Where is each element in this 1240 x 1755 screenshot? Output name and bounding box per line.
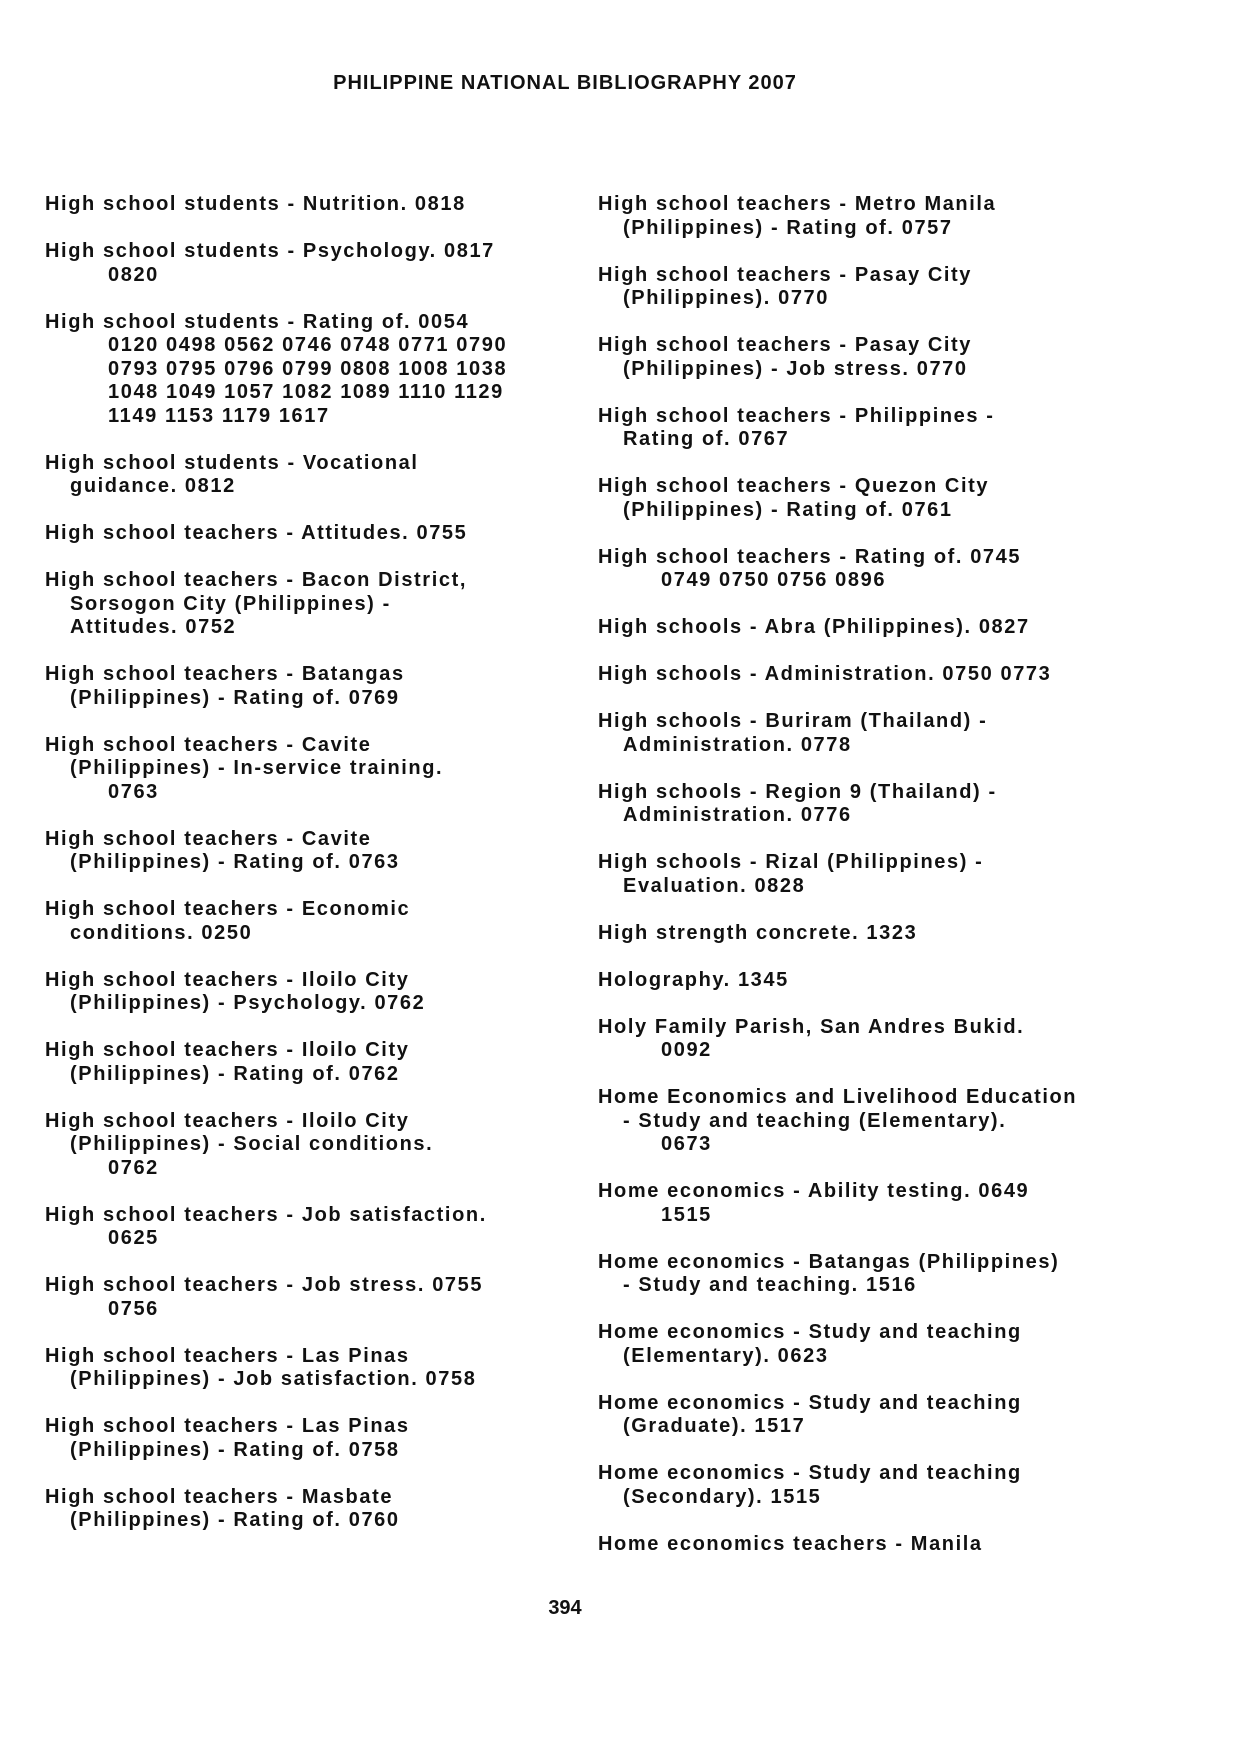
entry-continuation-line: 0756 — [108, 1297, 159, 1320]
entry-continuation-line: 0762 — [108, 1156, 159, 1179]
index-entry — [45, 1110, 565, 1181]
entry-heading-line: High schools - Administration. 0750 0773 — [598, 663, 1052, 685]
index-entry — [598, 1251, 1138, 1298]
page-number: 394 — [548, 1597, 582, 1619]
index-entry — [45, 1039, 565, 1086]
index-entry — [45, 828, 565, 875]
entry-heading-line: High school teachers - Iloilo City — [45, 1039, 410, 1061]
index-entry — [598, 1462, 1138, 1509]
index-entry — [45, 522, 565, 546]
index-column-left — [45, 193, 565, 1556]
index-entry — [45, 1415, 565, 1462]
entry-heading-line: Home economics teachers - Manila — [598, 1532, 983, 1555]
entry-continuation-line: Rating of. 0767 — [623, 428, 790, 450]
entry-heading-line: High school teachers - Batangas — [45, 663, 405, 685]
entry-continuation-line: 1149 1153 1179 1617 — [108, 404, 330, 427]
entry-continuation-line: (Philippines) - Rating of. 0761 — [623, 498, 953, 521]
entry-heading-line: High school teachers - Las Pinas — [45, 1415, 410, 1437]
entry-continuation-line: Sorsogon City (Philippines) - — [70, 592, 391, 615]
entry-continuation-line: - Study and teaching. 1516 — [623, 1274, 917, 1296]
entry-continuation-line: Attitudes. 0752 — [70, 616, 237, 638]
index-entry — [45, 452, 565, 499]
entry-continuation-line: (Philippines) - Psychology. 0762 — [70, 992, 426, 1014]
entry-continuation-line: 0763 — [108, 780, 159, 803]
entry-continuation-line: Administration. 0776 — [623, 804, 852, 826]
entry-continuation-line: 1515 — [661, 1203, 712, 1226]
entry-continuation-line: (Elementary). 0623 — [623, 1344, 829, 1367]
entry-continuation-line: (Philippines) - Rating of. 0763 — [70, 851, 400, 873]
entry-heading-line: High school students - Vocational — [45, 451, 419, 474]
index-entry — [45, 193, 565, 217]
entry-heading-line: High school students - Nutrition. 0818 — [45, 193, 466, 215]
index-entry — [598, 475, 1138, 522]
page-title: PHILIPPINE NATIONAL BIBLIOGRAPHY 2007 — [333, 72, 797, 94]
entry-heading-line: High schools - Region 9 (Thailand) - — [598, 780, 997, 803]
entry-continuation-line: (Philippines) - Rating of. 0758 — [70, 1438, 400, 1461]
entry-heading-line: High school teachers - Cavite — [45, 733, 372, 756]
index-entry — [598, 969, 1138, 993]
entry-heading-line: Home economics - Batangas (Philippines) — [598, 1250, 1060, 1273]
entry-continuation-line: Administration. 0778 — [623, 733, 852, 756]
entry-continuation-line: 0673 — [661, 1133, 712, 1155]
index-entry — [598, 264, 1138, 311]
entry-heading-line: High school teachers - Iloilo City — [45, 1109, 410, 1132]
entry-heading-line: High school teachers - Cavite — [45, 827, 372, 850]
index-entry — [598, 1392, 1138, 1439]
entry-heading-line: High school teachers - Bacon District, — [45, 569, 467, 591]
entry-continuation-line: (Graduate). 1517 — [623, 1415, 806, 1437]
entry-continuation-line: Evaluation. 0828 — [623, 874, 806, 897]
index-entry — [598, 1533, 1138, 1557]
index-entry — [598, 616, 1138, 640]
entry-heading-line: High school students - Rating of. 0054 — [45, 310, 470, 333]
index-entry — [45, 734, 565, 805]
index-entry — [598, 546, 1138, 593]
entry-continuation-line: 0749 0750 0756 0896 — [661, 569, 887, 591]
entry-continuation-line: 0092 — [661, 1039, 712, 1061]
index-entry — [598, 1016, 1138, 1063]
entry-continuation-line: (Philippines) - Rating of. 0757 — [623, 216, 953, 239]
entry-continuation-line: conditions. 0250 — [70, 921, 253, 944]
entry-continuation-line: 0793 0795 0796 0799 0808 1008 1038 — [108, 357, 508, 380]
entry-heading-line: High school teachers - Masbate — [45, 1485, 394, 1508]
entry-continuation-line: (Philippines) - In-service training. — [70, 757, 444, 779]
entry-continuation-line: (Philippines). 0770 — [623, 287, 830, 309]
entry-heading-line: Home Economics and Livelihood Education — [598, 1086, 1078, 1108]
entry-heading-line: Holography. 1345 — [598, 968, 789, 991]
entry-continuation-line: 1048 1049 1057 1082 1089 1110 1129 — [108, 381, 504, 403]
entry-continuation-line: (Philippines) - Job satisfaction. 0758 — [70, 1368, 477, 1390]
entry-continuation-line: 0625 — [108, 1227, 159, 1249]
index-entry — [45, 240, 565, 287]
entry-heading-line: High school teachers - Attitudes. 0755 — [45, 522, 468, 544]
entry-continuation-line: (Philippines) - Job stress. 0770 — [623, 357, 968, 380]
index-entry — [45, 663, 565, 710]
index-entry — [45, 969, 565, 1016]
entry-heading-line: High school teachers - Economic — [45, 898, 411, 920]
entry-heading-line: High schools - Abra (Philippines). 0827 — [598, 616, 1030, 638]
entry-heading-line: High school teachers - Quezon City — [598, 475, 990, 497]
index-entry — [598, 1086, 1138, 1157]
entry-heading-line: Home economics - Study and teaching — [598, 1321, 1022, 1343]
index-entry — [598, 781, 1138, 828]
entry-heading-line: Home economics - Study and teaching — [598, 1391, 1022, 1414]
index-column-right — [598, 193, 1138, 1580]
index-entry — [598, 193, 1138, 240]
entry-heading-line: High school teachers - Job stress. 0755 — [45, 1274, 484, 1296]
entry-heading-line: Home economics - Study and teaching — [598, 1462, 1022, 1484]
entry-continuation-line: (Philippines) - Social conditions. — [70, 1133, 434, 1155]
index-entry — [45, 898, 565, 945]
index-entry — [598, 1180, 1138, 1227]
entry-heading-line: Home economics - Ability testing. 0649 — [598, 1180, 1030, 1202]
index-entry — [598, 334, 1138, 381]
entry-heading-line: High school teachers - Job satisfaction. — [45, 1203, 487, 1226]
entry-continuation-line: guidance. 0812 — [70, 475, 236, 497]
index-entry — [598, 1321, 1138, 1368]
index-entry — [45, 1204, 565, 1251]
entry-heading-line: High school teachers - Philippines - — [598, 404, 995, 427]
entry-continuation-line: (Philippines) - Rating of. 0762 — [70, 1062, 400, 1085]
entry-heading-line: High schools - Rizal (Philippines) - — [598, 851, 984, 873]
index-entry — [45, 1345, 565, 1392]
entry-continuation-line: (Philippines) - Rating of. 0769 — [70, 686, 400, 709]
entry-heading-line: High school teachers - Metro Manila — [598, 193, 997, 215]
entry-heading-line: High schools - Buriram (Thailand) - — [598, 710, 988, 732]
entry-heading-line: Holy Family Parish, San Andres Bukid. — [598, 1015, 1025, 1038]
entry-heading-line: High school teachers - Pasay City — [598, 334, 973, 356]
entry-continuation-line: (Philippines) - Rating of. 0760 — [70, 1509, 400, 1531]
entry-continuation-line: - Study and teaching (Elementary). — [623, 1109, 1007, 1132]
entry-heading-line: High school teachers - Iloilo City — [45, 968, 410, 991]
entry-continuation-line: 0820 — [108, 263, 159, 286]
index-entry — [598, 663, 1138, 687]
index-entry — [598, 922, 1138, 946]
entry-heading-line: High school teachers - Pasay City — [598, 263, 973, 286]
entry-continuation-line: 0120 0498 0562 0746 0748 0771 0790 — [108, 334, 508, 356]
index-entry — [45, 569, 565, 640]
index-entry — [598, 405, 1138, 452]
entry-heading-line: High school teachers - Rating of. 0745 — [598, 545, 1022, 568]
index-entry — [598, 851, 1138, 898]
entry-continuation-line: (Secondary). 1515 — [623, 1485, 822, 1508]
entry-heading-line: High school students - Psychology. 0817 — [45, 240, 495, 262]
index-entry — [598, 710, 1138, 757]
entry-heading-line: High strength concrete. 1323 — [598, 921, 918, 944]
index-entry — [45, 1486, 565, 1533]
index-entry — [45, 1274, 565, 1321]
index-entry — [45, 311, 565, 429]
entry-heading-line: High school teachers - Las Pinas — [45, 1344, 410, 1367]
